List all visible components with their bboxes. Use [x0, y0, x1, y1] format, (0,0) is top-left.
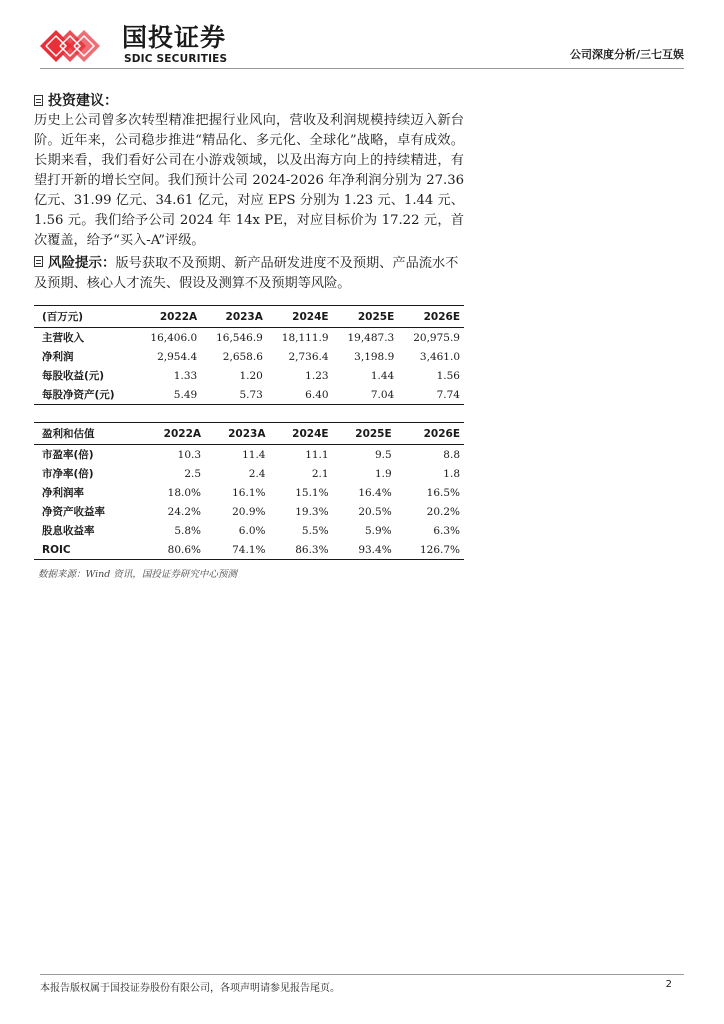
row-label: 市净率(倍) — [42, 468, 94, 480]
table-cell: 15.1% — [295, 486, 329, 499]
investment-advice-title: 投资建议： — [48, 93, 118, 109]
footer-divider — [40, 974, 684, 975]
table-cell: 16.4% — [358, 486, 392, 499]
column-header: 2022A — [159, 310, 198, 323]
table-cell: 2,954.4 — [157, 350, 198, 363]
row-label: 净利润率 — [42, 487, 84, 499]
table-header-row — [34, 423, 464, 445]
header-divider — [40, 68, 684, 69]
table-row — [34, 502, 464, 521]
column-header: 2026E — [423, 310, 460, 323]
table-cell: 5.8% — [174, 524, 202, 537]
row-label: 净利润 — [42, 351, 74, 363]
page-number: 2 — [665, 979, 672, 990]
column-header: 2023A — [225, 310, 263, 323]
table-cell: 11.1 — [305, 448, 329, 461]
report-category: 公司深度分析/三七互娱 — [569, 48, 684, 61]
brand-name-en: SDIC SECURITIES — [124, 53, 228, 65]
table-cell: 1.8 — [443, 467, 460, 480]
table-cell: 18,111.9 — [281, 331, 329, 344]
table-row — [34, 445, 464, 465]
table-row — [34, 347, 464, 366]
column-header: 2025E — [355, 427, 392, 440]
table-cell: 6.40 — [305, 388, 329, 401]
table-cell: 16.1% — [232, 486, 266, 499]
table-cell: 74.1% — [232, 543, 266, 556]
page-header — [0, 0, 724, 70]
table-cell: 126.7% — [419, 543, 460, 556]
brand-name-cn: 国投证券 — [122, 23, 227, 52]
table-cell: 2,658.6 — [222, 350, 263, 363]
table-cell: 86.3% — [295, 543, 329, 556]
table-row — [34, 366, 464, 385]
table-cell: 5.73 — [239, 388, 263, 401]
table-cell: 24.2% — [167, 505, 202, 518]
copyright-disclaimer: 本报告版权属于国投证券股份有限公司，各项声明请参见报告尾页。 — [40, 983, 340, 994]
row-label: 股息收益率 — [42, 525, 95, 537]
risk-title: 风险提示： — [48, 255, 116, 271]
table-cell: 6.3% — [433, 524, 460, 537]
table-cell: 16.5% — [426, 486, 460, 499]
table-cell: 20,975.9 — [413, 331, 460, 344]
sdic-logo-icon — [40, 24, 118, 68]
list-box-icon — [34, 95, 43, 106]
table-cell: 8.8 — [443, 448, 460, 461]
column-header: 2022A — [163, 427, 202, 440]
table-cell: 11.4 — [242, 448, 266, 461]
investment-advice-paragraph: 历史上公司曾多次转型精准把握行业风向，营收及利润规模持续迈入新台阶。近年来，公司稳步推进“精品化、多元化、全球化”战略，卓有成效。长期来看，我们看好公司在小游戏领域，以及出海方向上的持续精进，有望打开新的增长空间。我们预计公司 2024-2026 年净利润分别为 27.36 亿元、31.99 亿元、34.61 亿元，对应 EPS 分别为 1.23 元、1.44 元、1.56 元。我们给予公司 2024 年 14x PE，对应目标价为 17.22 元，首次覆盖，给予“买入-A”评级。 — [34, 113, 464, 248]
table-cell: 2,736.4 — [288, 350, 329, 363]
data-source-note: 数据来源：Wind 资讯，国投证券研究中心预测 — [38, 569, 237, 580]
list-box-icon — [34, 256, 43, 267]
table-cell: 3,198.9 — [354, 350, 395, 363]
table-cell: 16,406.0 — [150, 331, 198, 344]
table-cell: 1.23 — [305, 369, 329, 382]
table-header-row — [34, 306, 464, 328]
table-cell: 6.0% — [238, 524, 266, 537]
table-cell: 1.33 — [173, 369, 198, 382]
table-cell: 5.9% — [364, 524, 392, 537]
table-cell: 7.74 — [436, 388, 460, 401]
table-cell: 10.3 — [177, 448, 202, 461]
table-cell: 18.0% — [167, 486, 202, 499]
table-cell: 2.4 — [248, 467, 266, 480]
row-label: ROIC — [42, 543, 71, 556]
table-cell: 19.3% — [295, 505, 329, 518]
table-cell: 20.2% — [426, 505, 460, 518]
table-row — [34, 483, 464, 502]
column-header: 2023A — [228, 427, 266, 440]
column-header: 2024E — [292, 310, 329, 323]
column-header: (百万元) — [42, 311, 84, 323]
table-cell: 19,487.3 — [347, 331, 395, 344]
table-cell: 9.5 — [374, 448, 392, 461]
table-row — [34, 328, 464, 348]
financial-summary-table — [34, 305, 464, 405]
table-cell: 2.1 — [311, 467, 329, 480]
investment-advice-heading — [34, 90, 118, 110]
table-cell: 5.5% — [301, 524, 329, 537]
column-header: 2024E — [292, 427, 329, 440]
valuation-table — [34, 422, 464, 560]
table-cell: 1.9 — [374, 467, 392, 480]
table-row — [34, 385, 464, 405]
table-cell: 1.20 — [239, 369, 263, 382]
table-cell: 3,461.0 — [419, 350, 460, 363]
table-cell: 1.56 — [436, 369, 460, 382]
row-label: 每股收益(元) — [42, 370, 105, 382]
table-cell: 5.49 — [173, 388, 198, 401]
row-label: 主营收入 — [42, 332, 84, 344]
column-header: 2025E — [357, 310, 395, 323]
table-cell: 20.9% — [232, 505, 266, 518]
row-label: 净资产收益率 — [42, 506, 105, 518]
row-label: 市盈率(倍) — [42, 449, 94, 461]
table-row — [34, 540, 464, 560]
row-label: 每股净资产(元) — [42, 389, 115, 401]
table-row — [34, 521, 464, 540]
risk-text: 版号获取不及预期、新产品研发进度不及预期、产品流水不及预期、核心人才流失、假设及测算不及预期等风险。 — [34, 256, 459, 291]
table-cell: 20.5% — [358, 505, 392, 518]
table-cell: 93.4% — [358, 543, 392, 556]
table-row — [34, 464, 464, 483]
table-cell: 7.04 — [370, 388, 395, 401]
column-header: 2026E — [423, 427, 460, 440]
column-header: 盈利和估值 — [42, 428, 95, 440]
table-cell: 2.5 — [184, 467, 202, 480]
table-cell: 80.6% — [167, 543, 202, 556]
risk-notice — [34, 253, 466, 294]
table-cell: 16,546.9 — [216, 331, 263, 344]
table-cell: 1.44 — [370, 369, 395, 382]
